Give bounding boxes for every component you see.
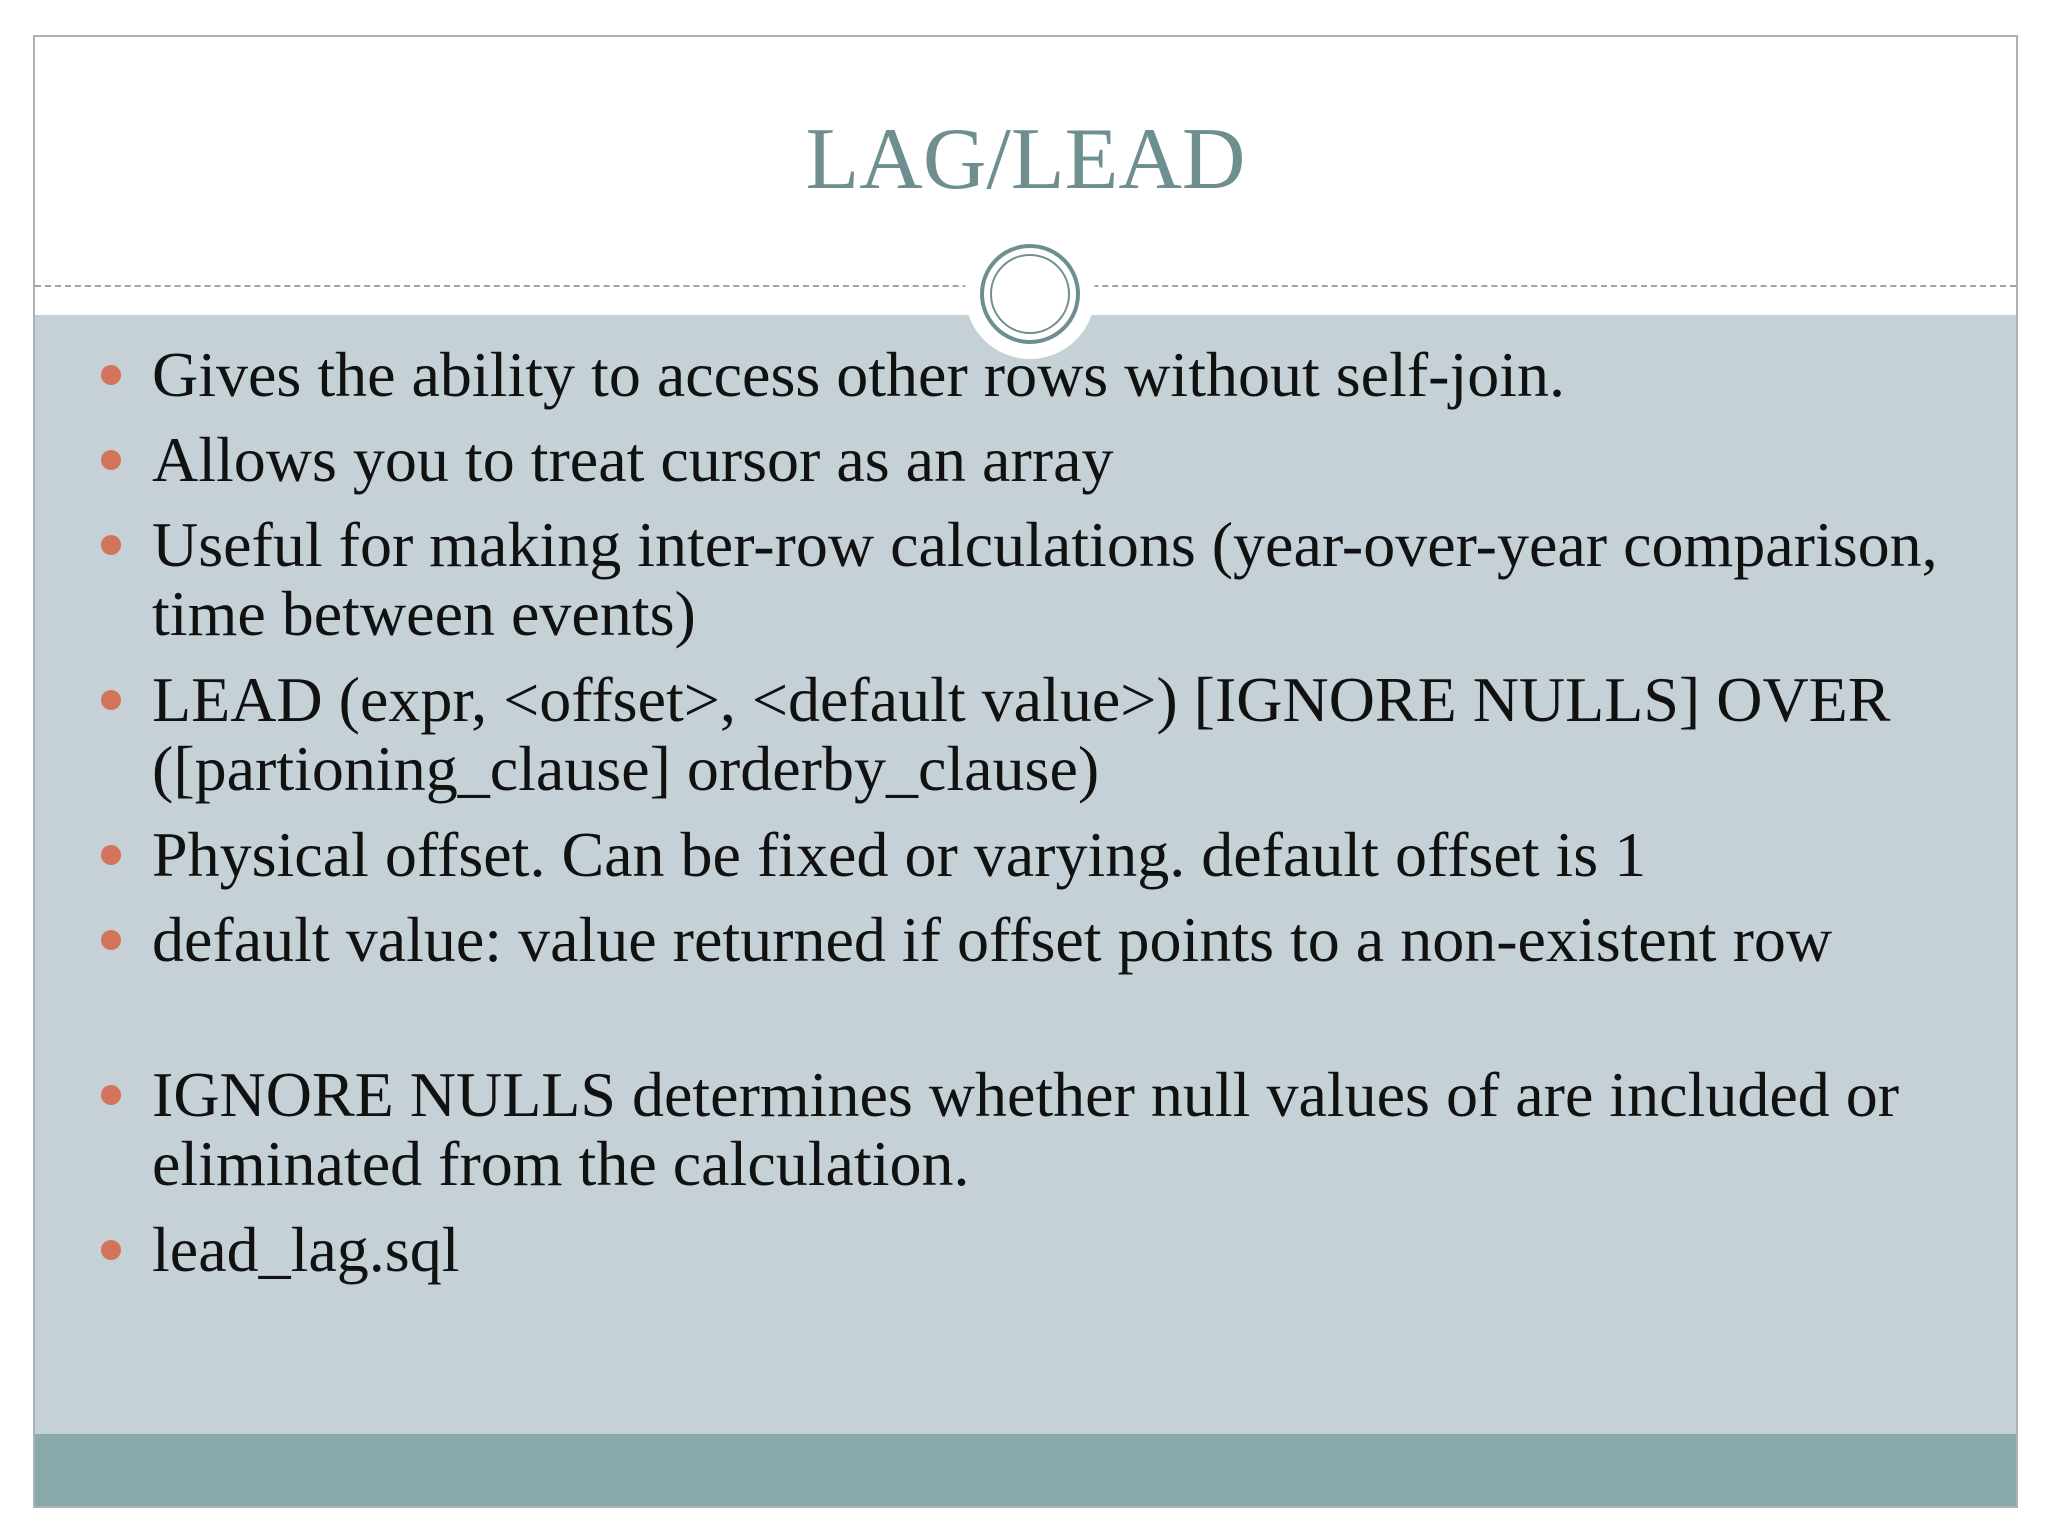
bullet-item bbox=[152, 340, 2002, 409]
bullet-item bbox=[152, 425, 2002, 494]
bullet-text: Allows you to treat cursor as an array bbox=[152, 424, 1114, 495]
slide-title: LAG/LEAD bbox=[805, 111, 1246, 208]
bullet-item bbox=[152, 1060, 2002, 1198]
bullet-dot-icon bbox=[101, 845, 121, 865]
bullet-item bbox=[152, 665, 2002, 803]
bullet-item bbox=[152, 1215, 2002, 1284]
bullet-item bbox=[152, 510, 2002, 648]
bullet-item bbox=[152, 905, 2002, 974]
bullet-text: Useful for making inter-row calculations (year-over-year comparison, time between events) bbox=[152, 509, 1938, 649]
bullet-dot-icon bbox=[101, 365, 121, 385]
bullet-dot-icon bbox=[101, 930, 121, 950]
footer-band bbox=[35, 1434, 2016, 1508]
bullet-dot-icon bbox=[101, 1085, 121, 1105]
bullet-text: Physical offset. Can be fixed or varying. default offset is 1 bbox=[152, 819, 1647, 890]
bullet-dot-icon bbox=[101, 450, 121, 470]
bullet-dot-icon bbox=[101, 535, 121, 555]
bullet-text: lead_lag.sql bbox=[152, 1214, 460, 1285]
bullet-text: LEAD (expr, <offset>, <default value>) [IGNORE NULLS] OVER ([partioning_clause] orderby_clause) bbox=[152, 664, 1891, 804]
bullet-text: Gives the ability to access other rows without self-join. bbox=[152, 339, 1566, 410]
bullet-dot-icon bbox=[101, 1240, 121, 1260]
bullet-text: default value: value returned if offset points to a non-existent row bbox=[152, 904, 1833, 975]
bullet-dot-icon bbox=[101, 690, 121, 710]
circle-ornament-inner-icon bbox=[990, 254, 1070, 334]
slide bbox=[33, 35, 2018, 1508]
bullet-item bbox=[152, 820, 2002, 889]
bullet-text: IGNORE NULLS determines whether null values of are included or eliminated from the calculation. bbox=[152, 1059, 1900, 1199]
